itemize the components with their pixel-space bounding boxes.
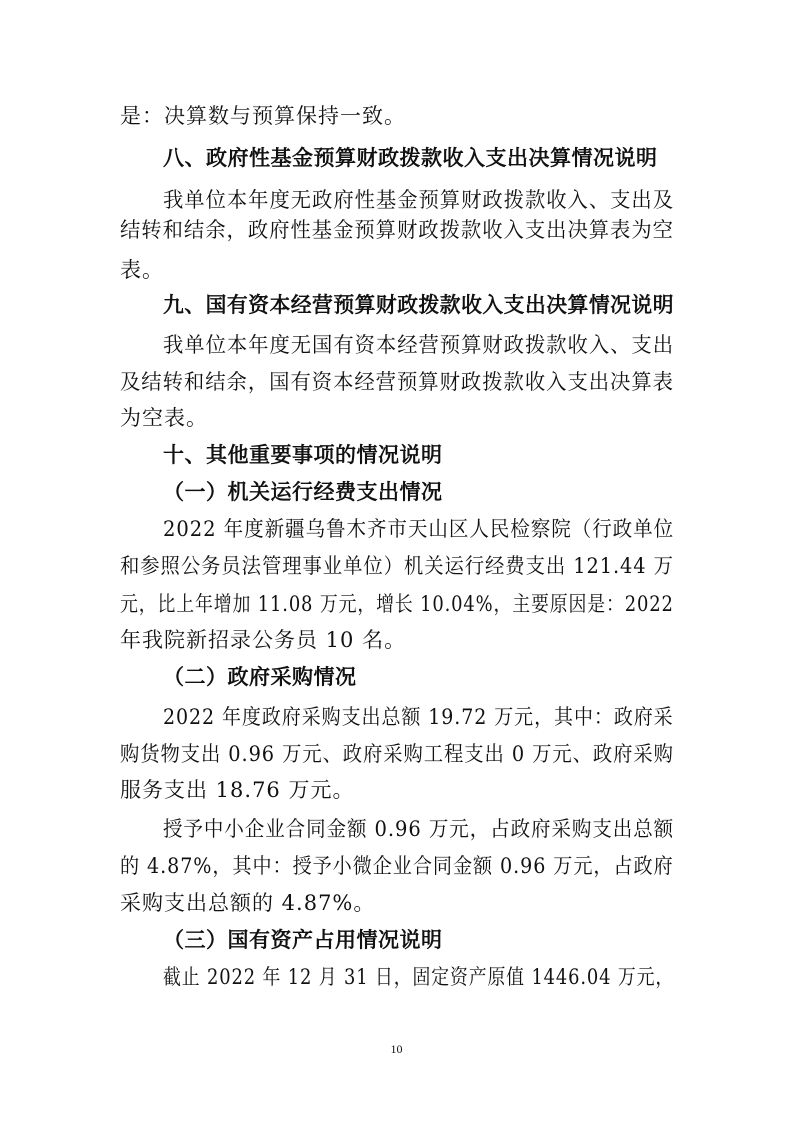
text-line: 结转和结余，政府性基金预算财政拨款收入支出决算表为空	[120, 218, 674, 242]
text-line: 表。	[120, 258, 164, 282]
text-line: 购货物支出 0.96 万元、政府采购工程支出 0 万元、政府采购	[120, 742, 674, 766]
page-number: 10	[390, 1042, 403, 1056]
text-line: 服务支出 18.76 万元。	[120, 778, 355, 802]
text-line: 2022 年度新疆乌鲁木齐市天山区人民检察院（行政单位	[163, 517, 675, 541]
text-line: 和参照公务员法管理事业单位）机关运行经费支出 121.44 万	[120, 554, 674, 578]
text-line: 年我院新招录公务员 10 名。	[120, 628, 407, 652]
text-line: 元，比上年增加 11.08 万元，增长 10.04%，主要原因是：2022	[120, 592, 674, 616]
subsection-heading: （一）机关运行经费支出情况	[163, 480, 443, 504]
text-line: 2022 年度政府采购支出总额 19.72 万元，其中：政府采	[163, 705, 674, 729]
section-heading: 十、其他重要事项的情况说明	[163, 443, 443, 467]
text-line: 授予中小企业合同金额 0.96 万元，占政府采购支出总额	[163, 817, 675, 841]
text-line: 的 4.87%，其中：授予小微企业合同金额 0.96 万元，占政府	[120, 854, 674, 878]
text-line: 为空表。	[120, 406, 208, 430]
text-line: 采购支出总额的 4.87%。	[120, 891, 376, 915]
section-heading: 八、政府性基金预算财政拨款收入支出决算情况说明	[163, 146, 658, 170]
subsection-heading: （二）政府采购情况	[163, 665, 357, 689]
text-line: 截止 2022 年 12 月 31 日，固定资产原值 1446.04 万元，	[163, 965, 675, 989]
text-line: 及结转和结余，国有资本经营预算财政拨款收入支出决算表	[120, 370, 674, 394]
text-line: 我单位本年度无国有资本经营预算财政拨款收入、支出	[163, 333, 674, 357]
section-heading: 九、国有资本经营预算财政拨款收入支出决算情况说明	[163, 293, 674, 317]
subsection-heading: （三）国有资产占用情况说明	[163, 928, 443, 952]
text-line: 我单位本年度无政府性基金预算财政拨款收入、支出及	[163, 188, 674, 212]
text-line: 是：决算数与预算保持一致。	[120, 104, 406, 128]
